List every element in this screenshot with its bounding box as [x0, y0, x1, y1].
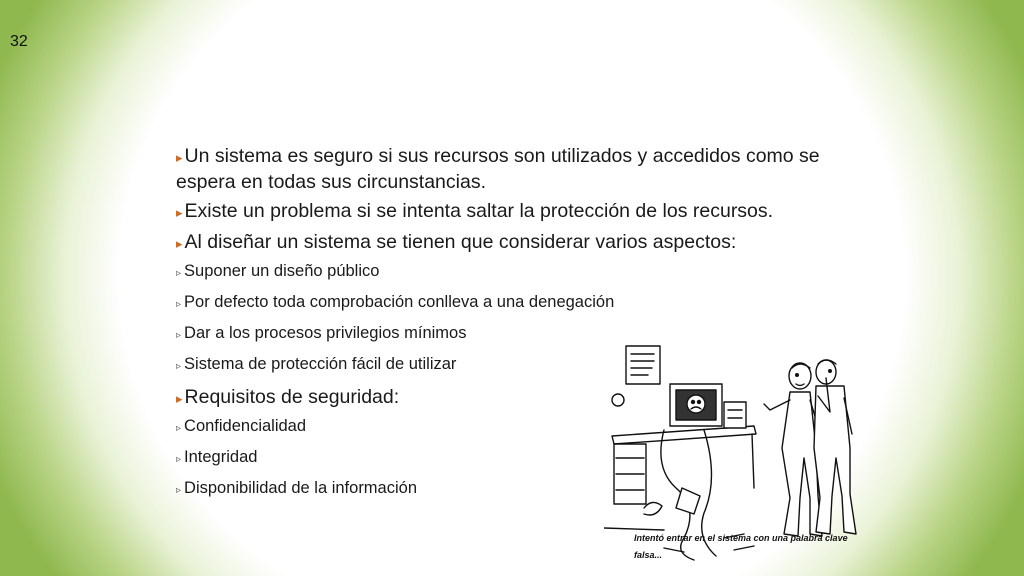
sub-bullet-item: ▹ Por defecto toda comprobación conlleva a una denegación	[176, 293, 615, 311]
bullet-arrow-icon: ▸	[176, 205, 183, 220]
bullet-item: ▸ Existe un problema si se intenta saltar la protección de los recursos.	[176, 200, 774, 222]
bullet-item: ▸ Al diseñar un sistema se tienen que considerar varios aspectos:	[176, 231, 737, 253]
sub-bullet-item: ▹ Dar a los procesos privilegios mínimos	[176, 324, 467, 342]
sub-bullet-arrow-icon: ▹	[176, 330, 182, 341]
bullet-arrow-icon: ▸	[176, 236, 183, 251]
slide-number: 32	[10, 33, 28, 50]
bullet-arrow-icon: ▸	[176, 391, 183, 406]
sub-bullet-item: ▹ Disponibilidad de la información	[176, 479, 417, 497]
cartoon-caption: Intentó entrar en el sistema con una palabra clave falsa...	[634, 533, 848, 560]
sub-bullet-arrow-icon: ▹	[176, 361, 182, 372]
sub-bullet-item: ▹ Integridad	[176, 448, 258, 466]
bullet-item: ▸ Un sistema es seguro si sus recursos son utilizados y accedidos como se espera en todas sus circunstancias.	[176, 145, 820, 193]
sub-bullet-arrow-icon: ▹	[176, 454, 182, 465]
sub-bullet-item: ▹ Sistema de protección fácil de utilizar	[176, 355, 457, 373]
sub-bullet-arrow-icon: ▹	[176, 268, 182, 279]
sub-bullet-item: ▹ Confidencialidad	[176, 417, 307, 435]
sub-bullet-item: ▹ Suponer un diseño público	[176, 262, 380, 280]
bullet-item: ▸ Requisitos de seguridad:	[176, 386, 400, 408]
bullet-arrow-icon: ▸	[176, 150, 183, 165]
sub-bullet-arrow-icon: ▹	[176, 485, 182, 496]
sub-bullet-arrow-icon: ▹	[176, 299, 182, 310]
sub-bullet-arrow-icon: ▹	[176, 423, 182, 434]
